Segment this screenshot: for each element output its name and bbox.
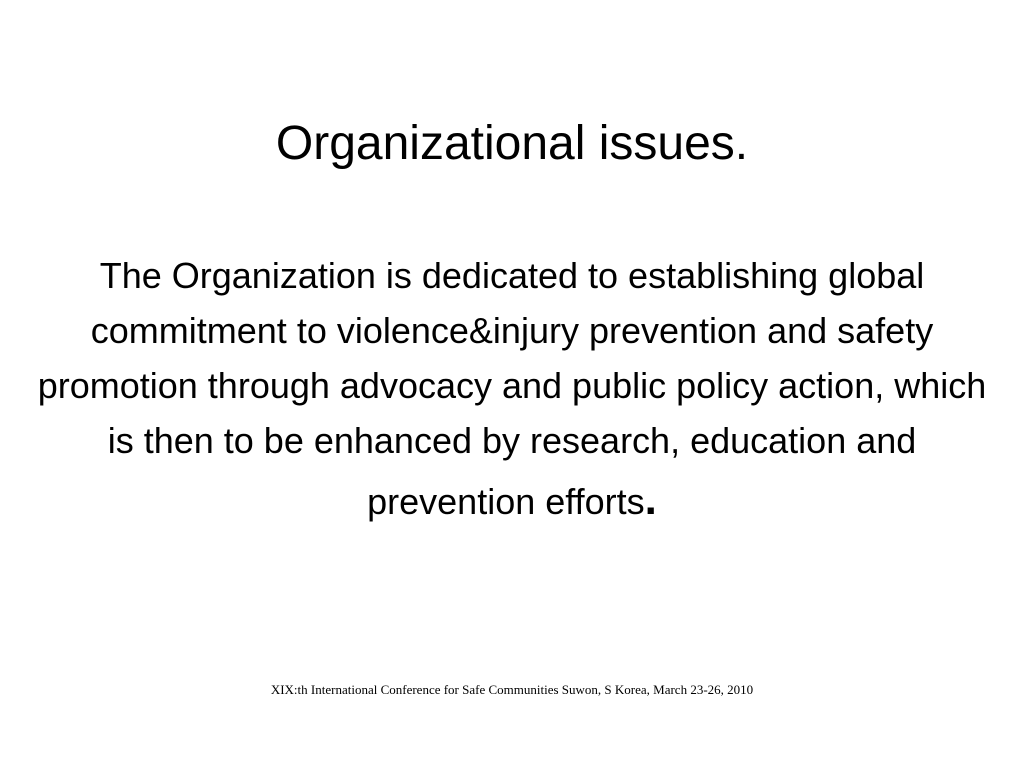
slide-body-text	[20, 248, 1004, 529]
slide-body-tail-wrap	[367, 472, 657, 529]
slide-body-main: The Organization is dedicated to establishing global commitment to violence&injury prevention and safety promotion through advocacy and public policy action, which is then to be enhanced by research, education and	[37, 255, 987, 461]
slide-body-tail: prevention efforts	[367, 481, 645, 522]
slide-footer: XIX:th International Conference for Safe Communities Suwon, S Korea, March 23-26, 2010	[270, 682, 754, 697]
slide-title: Organizational issues.	[275, 117, 749, 170]
slide-body-period: .	[644, 475, 657, 524]
